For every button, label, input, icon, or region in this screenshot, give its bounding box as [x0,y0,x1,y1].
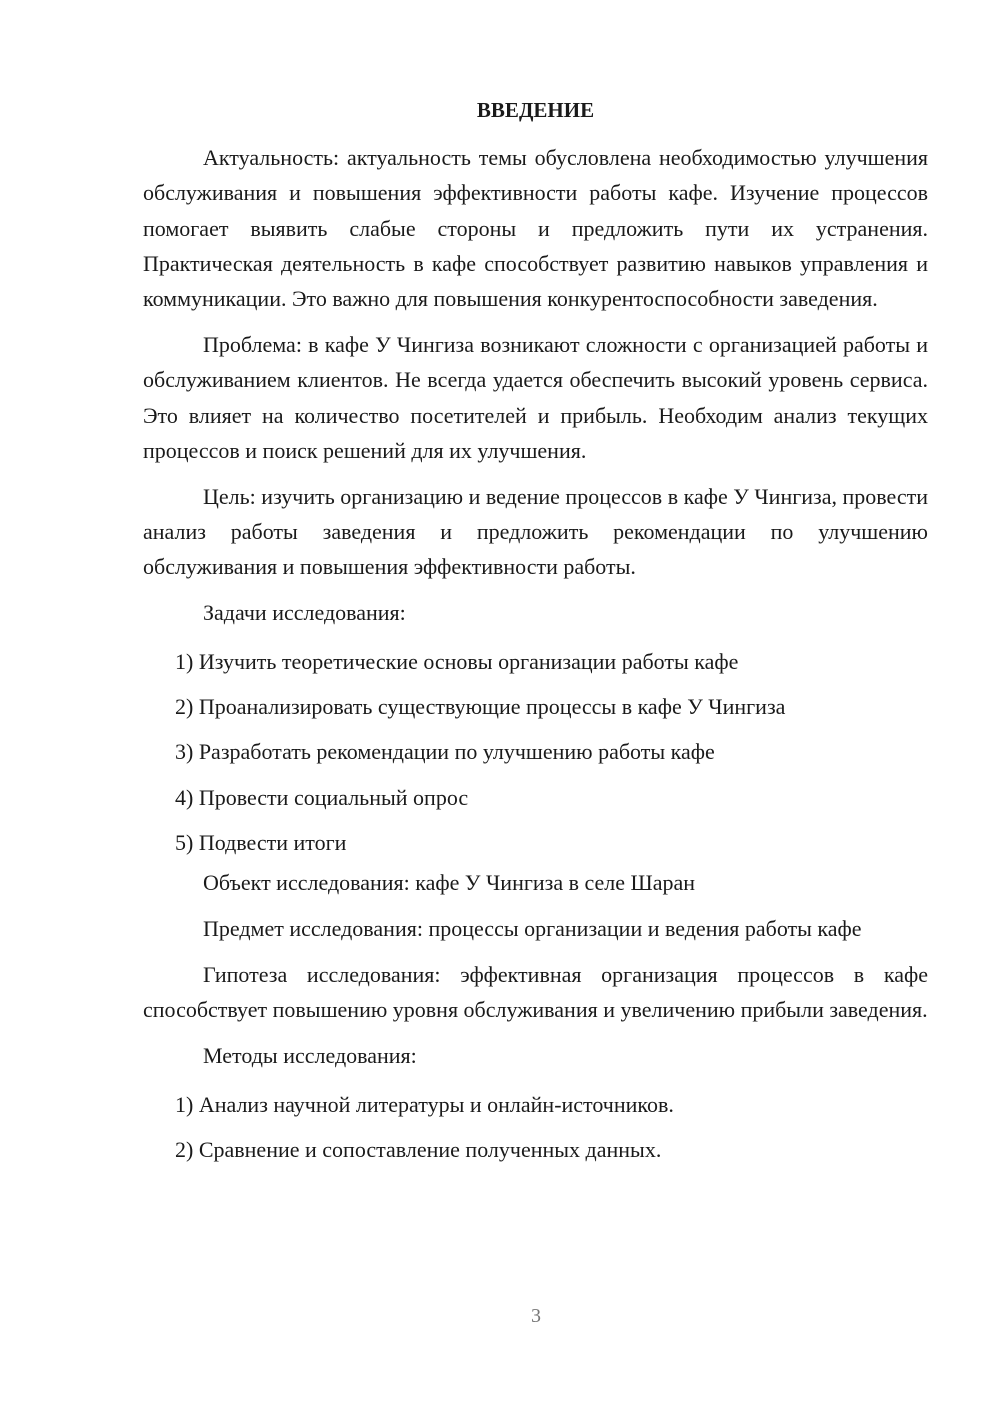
paragraph-relevance: Актуальность: актуальность темы обусловлена необходимостью улучшения обслуживания и повышения эффективности работы кафе. Изучение процессов помогает выявить слабые стороны и предложить пути их устранения. Практическая деятельность в кафе способствует развитию навыков управления и коммуникации. Это важно для повышения конкурентоспособности заведения. [143,145,928,312]
list-item: 5) Подвести итоги [175,830,347,856]
tasks-heading: Задачи исследования: [203,600,406,626]
paragraph-object: Объект исследования: кафе У Чингиза в селе Шаран [203,870,696,896]
section-title: ВВЕДЕНИЕ [476,98,595,122]
list-item: 3) Разработать рекомендации по улучшению работы кафе [175,739,715,765]
document-page [143,94,928,1172]
paragraph-goal: Цель: изучить организацию и ведение процессов в кафе У Чингиза, провести анализ работы заведения и предложить рекомендации по улучшению обслуживания и повышения эффективности работы. [143,483,928,580]
methods-list [143,1082,928,1173]
list-item: 1) Изучить теоретические основы организации работы кафе [175,648,739,674]
page-number: 3 [531,1305,541,1327]
paragraph-problem: Проблема: в кафе У Чингиза возникают сложности с организацией работы и обслуживанием клиентов. Не всегда удается обеспечить высокий уровень сервиса. Это влияет на количество посетителей и прибыль. Необходим анализ текущих процессов и поиск решений для их улучшения. [143,331,928,463]
paragraph-subject: Предмет исследования: процессы организации и ведения работы кафе [203,916,862,942]
tasks-list [143,639,928,865]
list-item: 4) Провести социальный опрос [175,784,469,810]
list-item: 1) Анализ научной литературы и онлайн-источников. [175,1091,674,1117]
list-item: 2) Сравнение и сопоставление полученных данных. [175,1137,662,1163]
paragraph-hypothesis: Гипотеза исследования: эффективная организация процессов в кафе способствует повышению уровня обслуживания и увеличению прибыли заведения. [143,961,928,1023]
methods-heading: Методы исследования: [203,1043,417,1069]
list-item: 2) Проанализировать существующие процессы в кафе У Чингиза [175,694,786,720]
